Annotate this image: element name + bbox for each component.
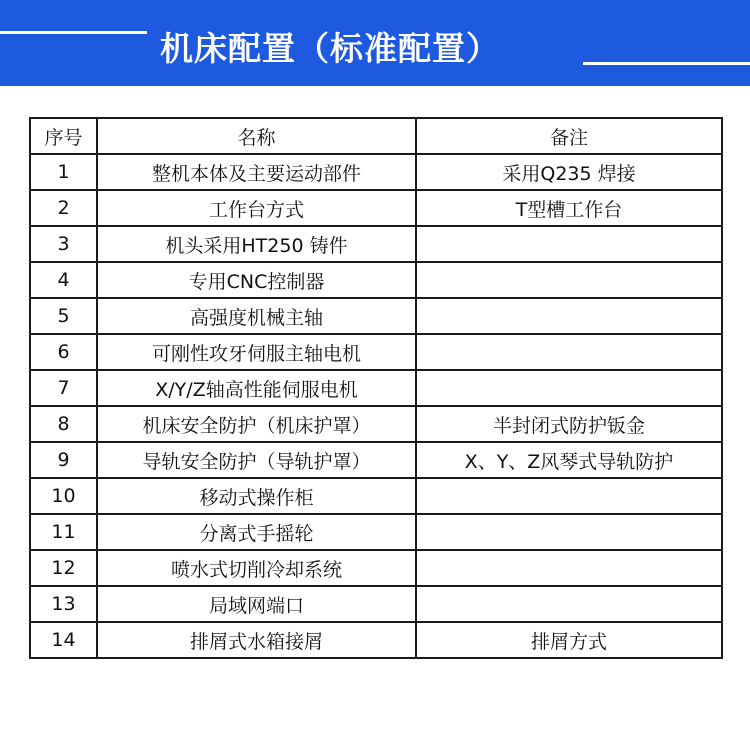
cell-name: 喷水式切削冷却系统 bbox=[97, 550, 416, 586]
cell-note bbox=[416, 550, 722, 586]
cell-no: 3 bbox=[30, 226, 97, 262]
cell-name: 高强度机械主轴 bbox=[97, 298, 416, 334]
cell-note bbox=[416, 478, 722, 514]
cell-no: 12 bbox=[30, 550, 97, 586]
cell-name: 专用CNC控制器 bbox=[97, 262, 416, 298]
table-row bbox=[30, 190, 722, 226]
table-row bbox=[30, 334, 722, 370]
header-name: 名称 bbox=[97, 118, 416, 154]
page-title: 机床配置（标准配置） bbox=[160, 29, 500, 68]
table-row bbox=[30, 226, 722, 262]
banner-decor-line-right bbox=[583, 62, 750, 65]
table-row bbox=[30, 154, 722, 190]
table-row bbox=[30, 262, 722, 298]
cell-no: 1 bbox=[30, 154, 97, 190]
cell-name: X/Y/Z轴高性能伺服电机 bbox=[97, 370, 416, 406]
cell-note bbox=[416, 226, 722, 262]
table-row bbox=[30, 622, 722, 658]
cell-note bbox=[416, 514, 722, 550]
cell-no: 10 bbox=[30, 478, 97, 514]
cell-note bbox=[416, 370, 722, 406]
table-row bbox=[30, 298, 722, 334]
cell-note bbox=[416, 262, 722, 298]
table-header-row bbox=[30, 118, 722, 154]
cell-note: 采用Q235 焊接 bbox=[416, 154, 722, 190]
cell-name: 分离式手摇轮 bbox=[97, 514, 416, 550]
cell-no: 8 bbox=[30, 406, 97, 442]
title-banner bbox=[0, 0, 750, 86]
header-note: 备注 bbox=[416, 118, 722, 154]
cell-name: 排屑式水箱接屑 bbox=[97, 622, 416, 658]
cell-note bbox=[416, 334, 722, 370]
cell-no: 7 bbox=[30, 370, 97, 406]
cell-note: X、Y、Z风琴式导轨防护 bbox=[416, 442, 722, 478]
cell-name: 机头采用HT250 铸件 bbox=[97, 226, 416, 262]
table-row bbox=[30, 370, 722, 406]
cell-no: 2 bbox=[30, 190, 97, 226]
cell-name: 可刚性攻牙伺服主轴电机 bbox=[97, 334, 416, 370]
banner-decor-line-left bbox=[0, 31, 147, 34]
cell-name: 导轨安全防护（导轨护罩） bbox=[97, 442, 416, 478]
cell-name: 局域网端口 bbox=[97, 586, 416, 622]
table-row bbox=[30, 550, 722, 586]
table-row bbox=[30, 586, 722, 622]
cell-no: 5 bbox=[30, 298, 97, 334]
cell-note bbox=[416, 586, 722, 622]
cell-no: 11 bbox=[30, 514, 97, 550]
cell-no: 13 bbox=[30, 586, 97, 622]
table-row bbox=[30, 514, 722, 550]
cell-no: 4 bbox=[30, 262, 97, 298]
cell-no: 9 bbox=[30, 442, 97, 478]
table-row bbox=[30, 406, 722, 442]
cell-name: 整机本体及主要运动部件 bbox=[97, 154, 416, 190]
table-row bbox=[30, 478, 722, 514]
cell-name: 工作台方式 bbox=[97, 190, 416, 226]
cell-no: 6 bbox=[30, 334, 97, 370]
table-row bbox=[30, 442, 722, 478]
cell-note: T型槽工作台 bbox=[416, 190, 722, 226]
cell-note bbox=[416, 298, 722, 334]
cell-note: 排屑方式 bbox=[416, 622, 722, 658]
header-no: 序号 bbox=[30, 118, 97, 154]
cell-note: 半封闭式防护钣金 bbox=[416, 406, 722, 442]
config-table bbox=[29, 117, 723, 659]
cell-name: 移动式操作柜 bbox=[97, 478, 416, 514]
cell-name: 机床安全防护（机床护罩） bbox=[97, 406, 416, 442]
cell-no: 14 bbox=[30, 622, 97, 658]
